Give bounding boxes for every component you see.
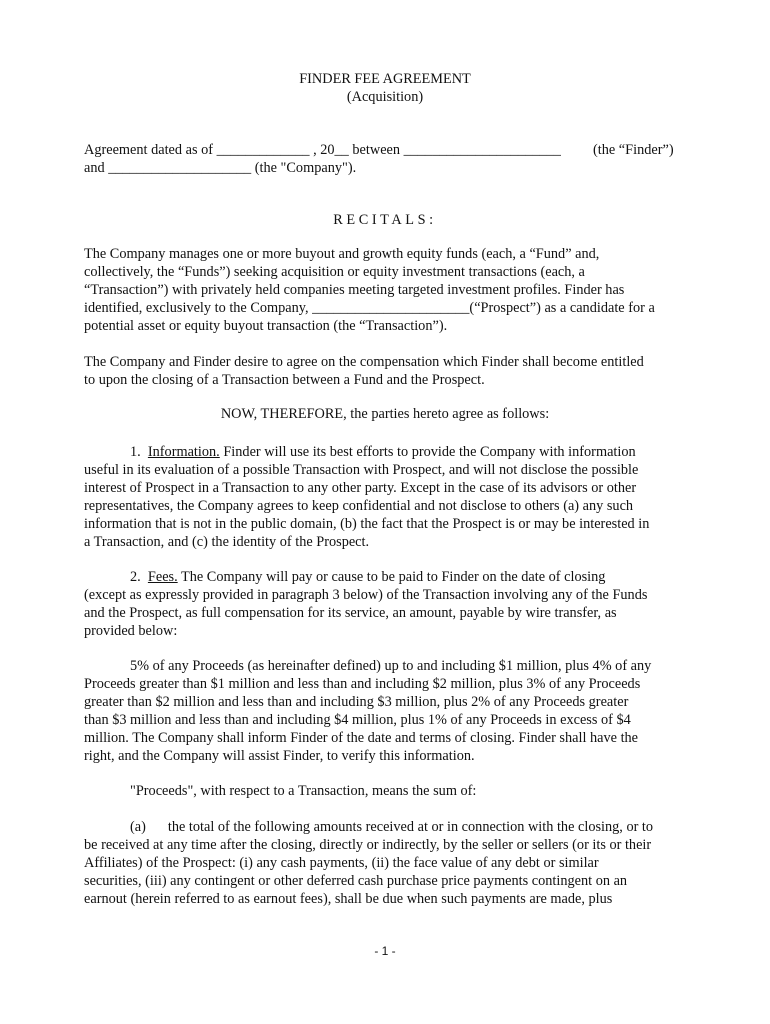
fee-schedule-line: million. The Company shall inform Finder of the date and terms of closing. Finder shall have the [84,729,639,746]
recital-1-line: potential asset or equity buyout transaction (the “Transaction”). [84,317,448,334]
proceeds-definition-text: "Proceeds", with respect to a Transaction, means the sum of: [130,783,477,799]
recital-1-line: identified, exclusively to the Company, ______________________(“Prospect”) as a candidate for a [84,299,655,316]
fee-schedule-line: greater than $2 million and less than and including $3 million, plus 2% of any Proceeds greater [84,693,629,710]
intro-paragraph [84,142,690,178]
fee-schedule-line: 5% of any Proceeds (as hereinafter defined) up to and including $1 million, plus 4% of any [130,658,652,674]
section-2-line: provided below: [84,622,178,639]
document-subtitle: (Acquisition) [346,89,424,105]
finder-label: (the “Finder”) [593,142,674,158]
section-1-line: information that is not in the public domain, (b) the fact that the Prospect is or may be interested in [84,515,650,532]
fee-schedule-line: right, and the Company will assist Finder, to verify this information. [84,747,475,764]
intro-line-1 [84,142,690,160]
section-2-fees [84,569,690,641]
fee-schedule-paragraph [84,658,690,765]
clause-a-line: securities, (iii) any contingent or other deferred cash purchase price payments contingent on an [84,872,628,889]
section-1-first-line-text: Finder will use its best efforts to provide the Company with information [223,444,636,460]
document-title: FINDER FEE AGREEMENT [299,71,471,87]
fee-schedule-line: than $3 million and less than and including $4 million, plus 1% of any Proceeds in excess of $4 [84,711,631,728]
recitals-heading: RECITALS: [333,212,437,228]
now-therefore-clause: NOW, THEREFORE, the parties hereto agree as follows: [220,406,550,422]
recital-paragraph-2 [84,354,690,390]
section-1-heading: Information. [147,444,220,460]
clause-a [84,819,690,909]
clause-a-label: (a) [130,819,146,835]
section-1-information [84,444,690,551]
intro-line-1-text: Agreement dated as of _____________ , 20__ between ______________________ [84,142,561,158]
section-1-line: interest of Prospect in a Transaction to any other party. Except in the case of its advisors or other [84,479,637,496]
section-2-number: 2. [130,569,141,585]
section-1-number: 1. [130,444,141,460]
page-number: - 1 - [374,944,396,958]
section-2-line: (except as expressly provided in paragraph 3 below) of the Transaction involving any of the Funds [84,586,648,603]
recital-2-line: The Company and Finder desire to agree on the compensation which Finder shall become entitled [84,354,644,370]
proceeds-definition [84,783,690,801]
clause-a-first-line-text: the total of the following amounts received at or in connection with the closing, or to [167,819,654,835]
intro-line-2: and ____________________ (the "Company"). [84,159,357,176]
recital-1-line: “Transaction”) with privately held companies meeting targeted investment profiles. Finder has [84,281,625,298]
section-2-line: and the Prospect, as full compensation for its service, an amount, payable by wire transfer, as [84,604,617,621]
recital-1-line: collectively, the “Funds”) seeking acquisition or equity investment transactions (each, a [84,263,585,280]
clause-a-line: earnout (herein referred to as earnout fees), shall be due when such payments are made, plus [84,890,613,907]
section-1-line: a Transaction, and (c) the identity of the Prospect. [84,533,370,550]
recital-paragraph-1 [84,246,690,336]
section-2-first-line-text: The Company will pay or cause to be paid to Finder on the date of closing [181,569,606,585]
clause-a-line: Affiliates) of the Prospect: (i) any cash payments, (ii) the face value of any debt or similar [84,854,599,871]
section-1-line: representatives, the Company agrees to keep confidential and not disclose to others (a) any such [84,497,634,514]
section-2-heading: Fees. [147,569,178,585]
recital-1-line: The Company manages one or more buyout and growth equity funds (each, a “Fund” and, [84,246,600,262]
fee-schedule-line: Proceeds greater than $1 million and less than and including $2 million, plus 3% of any Proceeds [84,675,641,692]
clause-a-first-line [84,819,690,837]
clause-a-line: be received at any time after the closing, directly or indirectly, by the seller or sellers (or its or their [84,836,652,853]
section-1-line: useful in its evaluation of a possible Transaction with Prospect, and will not disclose the possible [84,461,639,478]
section-1-first-line [84,444,690,462]
section-2-first-line [84,569,690,587]
recital-2-line: to upon the closing of a Transaction between a Fund and the Prospect. [84,371,485,388]
